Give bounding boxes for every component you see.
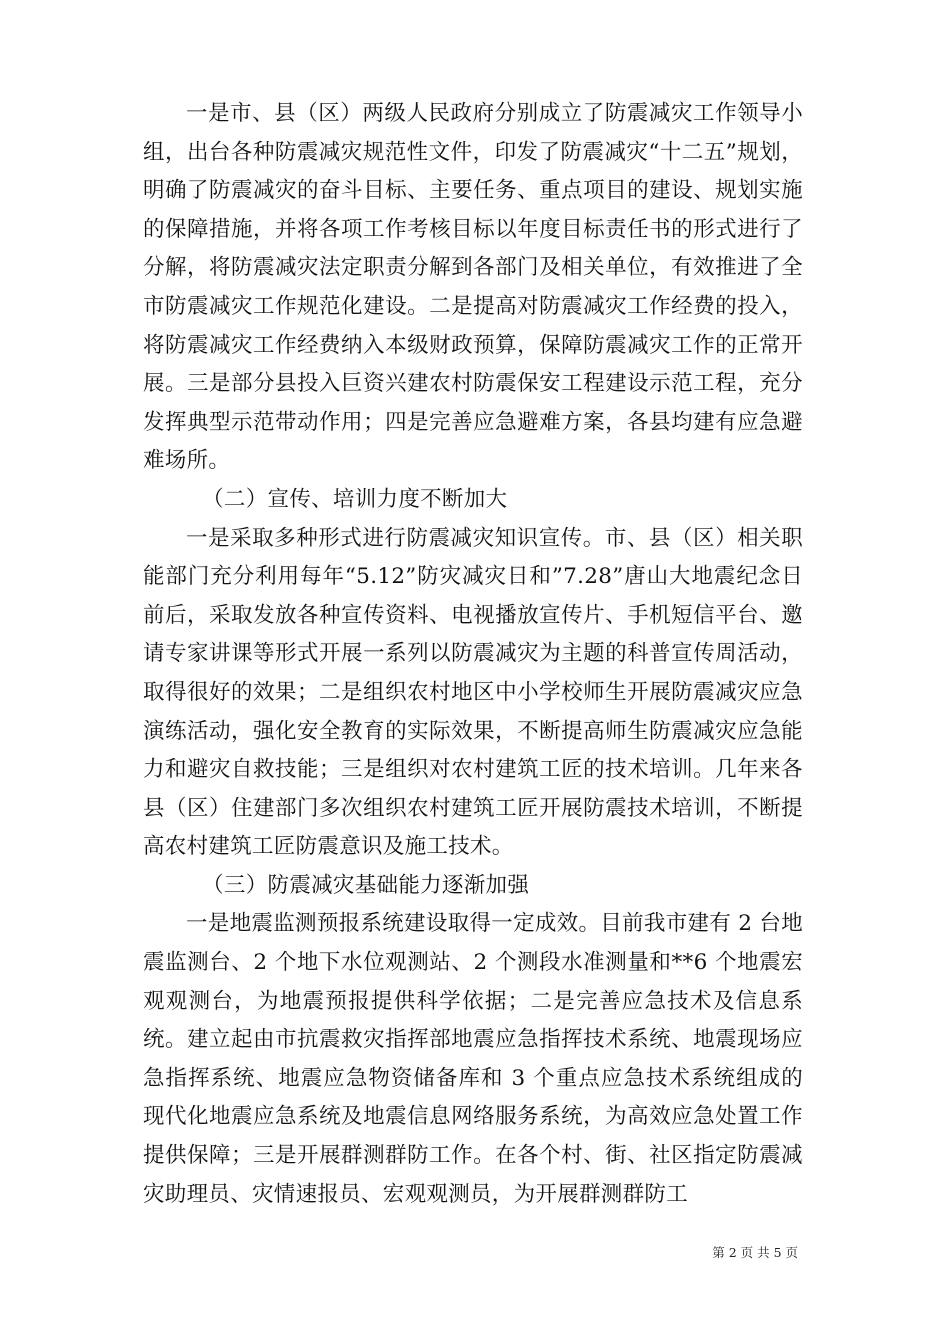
body-paragraph-1: 一是市、县（区）两级人民政府分别成立了防震减灾工作领导小组，出台各种防震减灾规范性文件，印发了防震减灾“十二五”规划，明确了防震减灾的奋斗目标、主要任务、重点项目的建设、规划实施的保障措施，并将各项工作考核目标以年度目标责任书的形式进行了分解，将防震减灾法定职责分解到各部门及相关单位，有效推进了全市防震减灾工作规范化建设。二是提高对防震减灾工作经费的投入，将防震减灾工作经费纳入本级财政预算，保障防震减灾工作的正常开展。三是部分县投入巨资兴建农村防震保安工程建设示范工程，充分发挥典型示范带动作用；四是完善应急避难方案，各县均建有应急避难场所。 bbox=[143, 101, 803, 474]
section-heading-3: （三）防震减灾基础能力逐渐加强 bbox=[202, 872, 530, 898]
page-number-footer: 第 2 页 共 5 页 bbox=[712, 1245, 798, 1260]
section-heading-2: （二）宣传、培训力度不断加大 bbox=[202, 486, 508, 512]
body-paragraph-2: 一是采取多种形式进行防震减灾知识宣传。市、县（区）相关职能部门充分利用每年“5.12”防灾减灾日和”7.28”唐山大地震纪念日前后，采取发放各种宣传资料、电视播放宣传片、手机短信平台、邀请专家讲课等形式开展一系列以防震减灾为主题的科普宣传周活动，取得很好的效果；二是组织农村地区中小学校师生开展防震减灾应急演练活动，强化安全教育的实际效果，不断提高师生防震减灾应急能力和避灾自救技能；三是组织对农村建筑工匠的技术培训。几年来各县（区）住建部门多次组织农村建筑工匠开展防震技术培训，不断提高农村建筑工匠防震意识及施工技术。 bbox=[143, 525, 803, 860]
body-paragraph-3: 一是地震监测预报系统建设取得一定成效。目前我市建有 2 台地震监测台、2 个地下水位观测站、2 个测段水准测量和**6 个地震宏观观测台，为地震预报提供科学依据；二是完善应急技术及信息系统。建立起由市抗震救灾指挥部地震应急指挥技术系统、地震现场应急指挥系统、地震应急物资储备库和 3 个重点应急技术系统组成的现代化地震应急系统及地震信息网络服务系统，为高效应急处置工作提供保障；三是开展群测群防工作。在各个村、街、社区指定防震减灾助理员、灾情速报员、宏观观测员，为开展群测群防工 bbox=[143, 911, 803, 1207]
document-body bbox=[143, 95, 803, 1214]
